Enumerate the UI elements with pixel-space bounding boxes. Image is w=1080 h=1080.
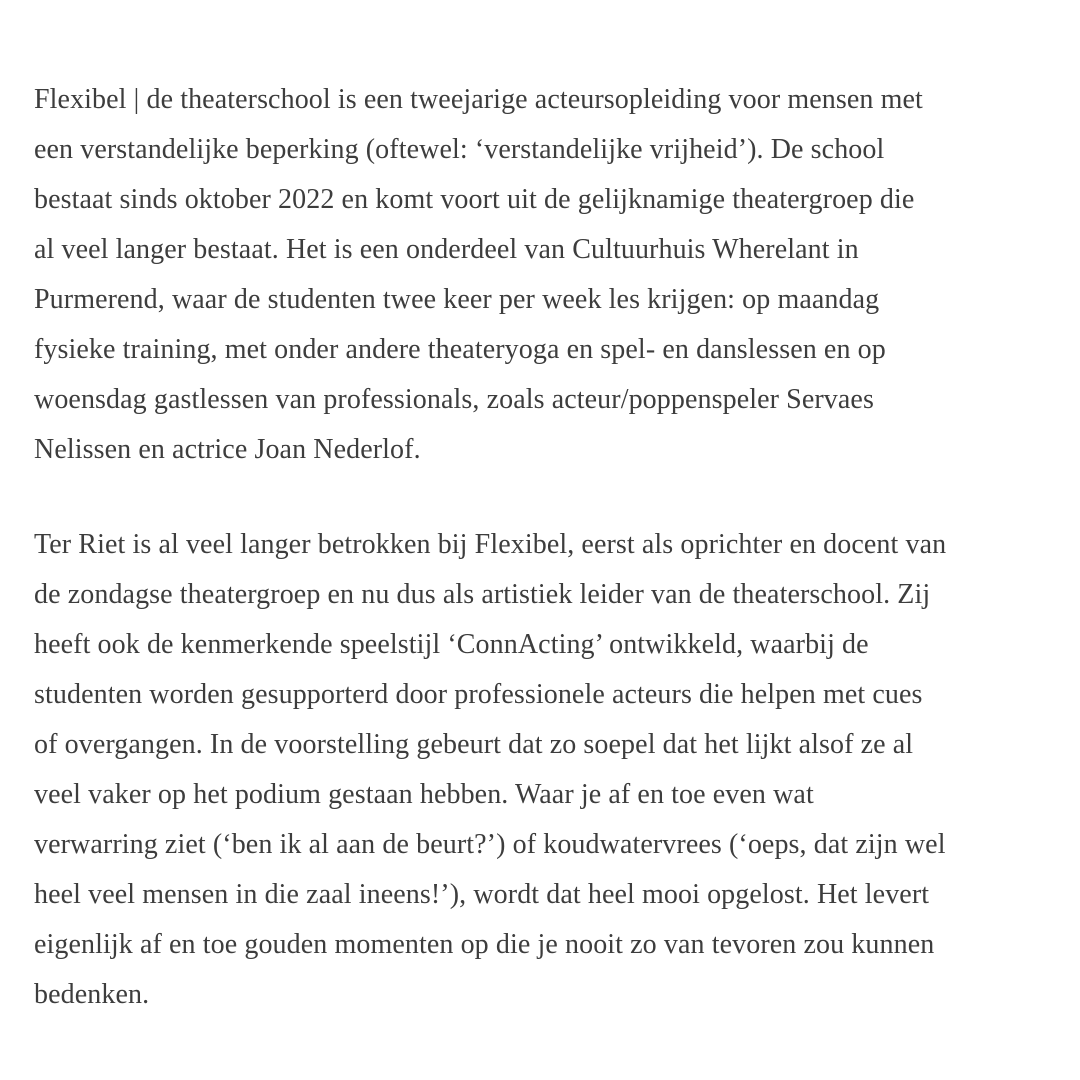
- text-line: verwarring ziet (‘ben ik al aan de beurt?’) of koudwatervrees (‘oeps, dat zijn wel: [34, 829, 946, 860]
- text-line: Flexibel | de theaterschool is een tweejarige acteursopleiding voor mensen met: [34, 84, 923, 115]
- text-line: fysieke training, met onder andere theateryoga en spel- en danslessen en op: [34, 334, 886, 365]
- text-line: of overgangen. In de voorstelling gebeurt dat zo soepel dat het lijkt alsof ze al: [34, 729, 914, 760]
- text-line: veel vaker op het podium gestaan hebben. Waar je af en toe even wat: [34, 779, 814, 810]
- text-line: een verstandelijke beperking (oftewel: ‘verstandelijke vrijheid’). De school: [34, 134, 885, 165]
- text-line: de zondagse theatergroep en nu dus als artistiek leider van de theaterschool. Zij: [34, 579, 931, 610]
- text-line: bestaat sinds oktober 2022 en komt voort uit de gelijknamige theatergroep die: [34, 184, 915, 215]
- paragraph-about-ter-riet: [34, 520, 1050, 1020]
- text-line: woensdag gastlessen van professionals, zoals acteur/poppenspeler Servaes: [34, 384, 874, 415]
- text-line: eigenlijk af en toe gouden momenten op die je nooit zo van tevoren zou kunnen: [34, 929, 935, 960]
- text-line: studenten worden gesupporterd door professionele acteurs die helpen met cues: [34, 679, 923, 710]
- text-line: heeft ook de kenmerkende speelstijl ‘ConnActing’ ontwikkeld, waarbij de: [34, 629, 869, 660]
- text-line: Ter Riet is al veel langer betrokken bij Flexibel, eerst als oprichter en docent van: [34, 529, 947, 560]
- text-line: al veel langer bestaat. Het is een onderdeel van Cultuurhuis Wherelant in: [34, 234, 859, 265]
- text-line: bedenken.: [34, 979, 150, 1010]
- text-line: Nelissen en actrice Joan Nederlof.: [34, 434, 421, 465]
- paragraph-about-school: [34, 75, 1050, 475]
- text-line: heel veel mensen in die zaal ineens!’), wordt dat heel mooi opgelost. Het levert: [34, 879, 930, 910]
- text-line: Purmerend, waar de studenten twee keer per week les krijgen: op maandag: [34, 284, 880, 315]
